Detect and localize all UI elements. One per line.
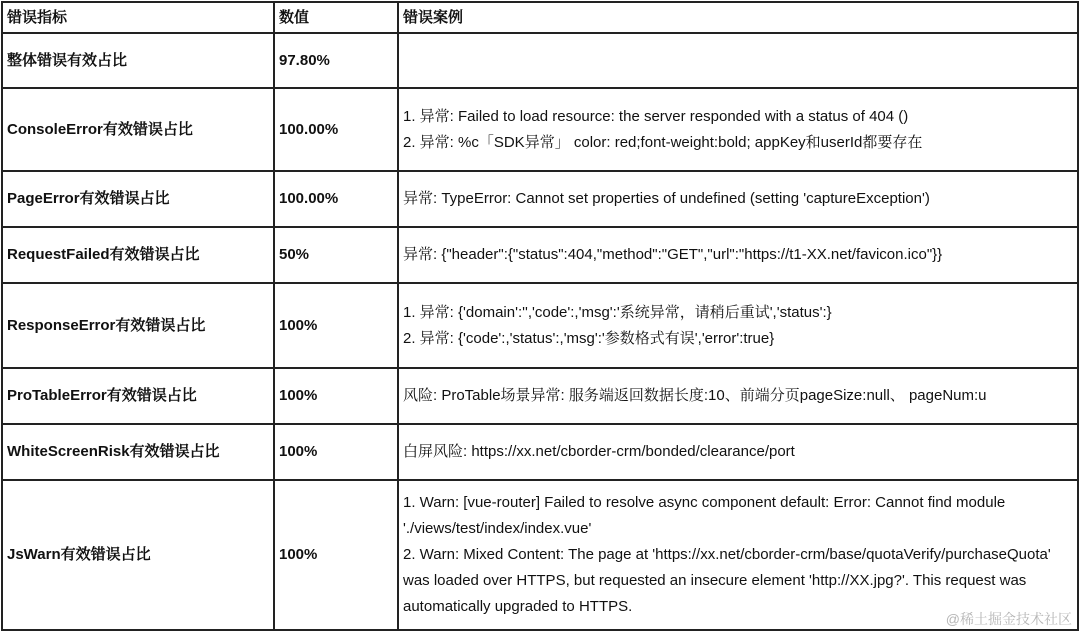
metric-value: 100%: [274, 368, 398, 424]
metric-name: PageError有效错误占比: [2, 171, 274, 227]
metric-name: ResponseError有效错误占比: [2, 283, 274, 368]
error-metrics-table: [1, 1, 1079, 631]
example-line: 1. 异常: {'domain':'','code':,'msg':'系统异常，请稍后重试','status':}: [403, 303, 832, 321]
example-line: 2. 异常: {'code':,'status':,'msg':'参数格式有误','error':true}: [403, 329, 775, 347]
metric-name: ConsoleError有效错误占比: [2, 88, 274, 171]
table-row: [2, 171, 1078, 227]
example-line: 1. 异常: Failed to load resource: the server responded with a status of 404 (): [403, 107, 909, 125]
header-metric: 错误指标: [2, 2, 274, 33]
metric-value: 100%: [274, 480, 398, 630]
metric-example: 风险: ProTable场景异常: 服务端返回数据长度:10、前端分页pageSize:null、 pageNum:u: [398, 368, 1078, 424]
metric-name: ProTableError有效错误占比: [2, 368, 274, 424]
table-row: [2, 33, 1078, 88]
metric-name: JsWarn有效错误占比: [2, 480, 274, 630]
table-row: [2, 88, 1078, 171]
table-row: [2, 424, 1078, 480]
metric-example: [398, 480, 1078, 630]
metric-value: 100.00%: [274, 171, 398, 227]
table-row: [2, 283, 1078, 368]
table-header-row: [2, 2, 1078, 33]
example-line: 1. Warn: [vue-router] Failed to resolve async component default: Error: Cannot find module './views/test/index/index.vue': [403, 494, 1006, 537]
header-example: 错误案例: [398, 2, 1078, 33]
watermark: @稀土掘金技术社区: [945, 611, 1072, 627]
metric-value: 50%: [274, 227, 398, 283]
metric-name: RequestFailed有效错误占比: [2, 227, 274, 283]
table-row: [2, 480, 1078, 630]
metric-value: 100.00%: [274, 88, 398, 171]
example-line: 2. 异常: %c「SDK异常」 color: red;font-weight:bold; appKey和userId都要存在: [403, 133, 923, 151]
metric-value: 100%: [274, 283, 398, 368]
metric-example: 白屏风险: https://xx.net/cborder-crm/bonded/clearance/port: [398, 424, 1078, 480]
metric-value: 97.80%: [274, 33, 398, 88]
metric-example: [398, 283, 1078, 368]
metric-example: [398, 88, 1078, 171]
metric-value: 100%: [274, 424, 398, 480]
metric-example: [398, 33, 1078, 88]
table-row: [2, 368, 1078, 424]
metric-name: 整体错误有效占比: [2, 33, 274, 88]
metric-example: 异常: TypeError: Cannot set properties of undefined (setting 'captureException'): [398, 171, 1078, 227]
metric-name: WhiteScreenRisk有效错误占比: [2, 424, 274, 480]
metric-example: 异常: {"header":{"status":404,"method":"GET","url":"https://t1-XX.net/favicon.ico"}}: [398, 227, 1078, 283]
table-row: [2, 227, 1078, 283]
example-line: 2. Warn: Mixed Content: The page at 'https://xx.net/cborder-crm/base/quotaVerify/purchaseQuota' was loaded over HTTPS, but requested an insecure element 'http://XX.jpg?'. This request was automatically upgraded to HTTPS.: [403, 546, 1051, 615]
header-value: 数值: [274, 2, 398, 33]
